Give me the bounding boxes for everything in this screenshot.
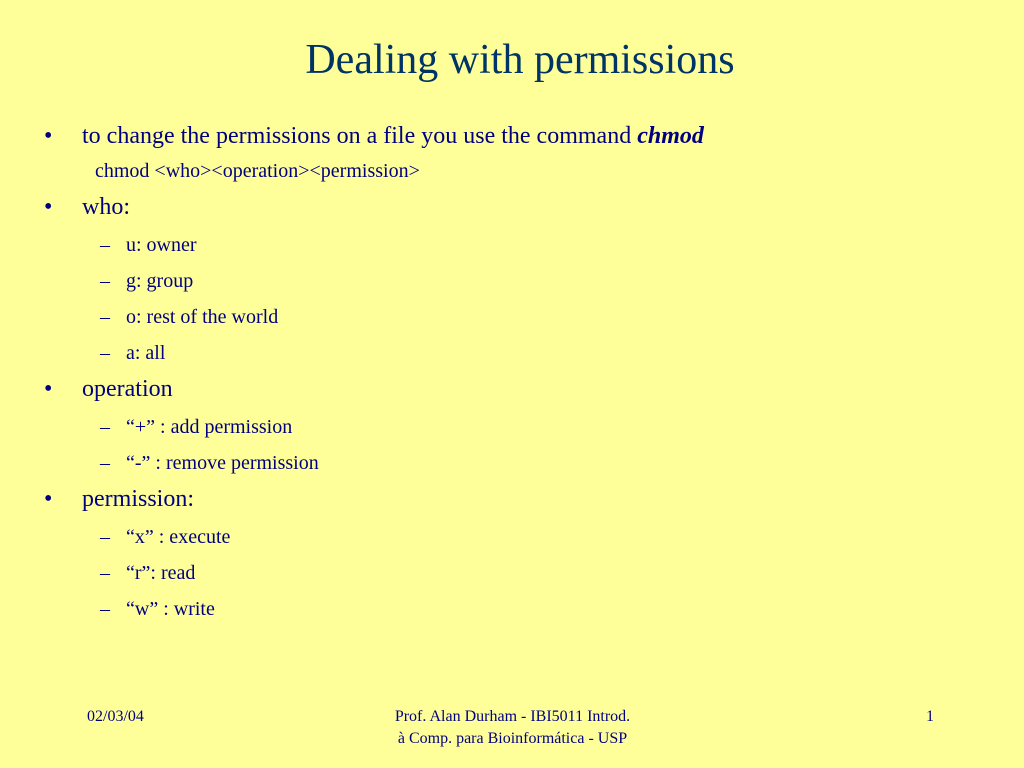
sub-item-text: “-” : remove permission <box>126 452 319 474</box>
bullet-icon: • <box>44 486 53 512</box>
sub-item-text: o: rest of the world <box>126 306 279 328</box>
sub-item <box>44 595 984 623</box>
footer-author-line1: Prof. Alan Durham - IBI5011 Introd. <box>394 708 631 725</box>
footer-author <box>340 706 685 750</box>
dash-icon: – <box>100 342 110 364</box>
dash-icon: – <box>100 598 110 620</box>
section-heading: operation <box>82 376 173 402</box>
sub-item <box>44 267 984 295</box>
sub-item-text: u: owner <box>126 234 197 256</box>
dash-icon: – <box>100 526 110 548</box>
sub-item <box>44 413 984 441</box>
sub-item <box>44 231 984 259</box>
sub-item-text: a: all <box>126 342 166 364</box>
sub-item-text: “r”: read <box>126 562 196 584</box>
sub-item-text: “x” : execute <box>126 526 231 548</box>
footer-date: 02/03/04 <box>87 708 144 725</box>
bullet-permission <box>44 483 984 515</box>
sub-item-text: “w” : write <box>126 598 215 620</box>
sub-item <box>44 339 984 367</box>
sub-item <box>44 303 984 331</box>
command-name: chmod <box>637 123 704 149</box>
dash-icon: – <box>100 234 110 256</box>
sub-item <box>44 523 984 551</box>
dash-icon: – <box>100 416 110 438</box>
bullet-icon: • <box>44 123 53 149</box>
bullet-icon: • <box>44 194 53 220</box>
bullet-icon: • <box>44 376 53 402</box>
bullet-who <box>44 191 984 223</box>
dash-icon: – <box>100 306 110 328</box>
dash-icon: – <box>100 452 110 474</box>
section-heading: who: <box>82 194 130 220</box>
section-heading: permission: <box>82 486 194 512</box>
intro-text: to change the permissions on a file you use the command <box>82 123 638 149</box>
dash-icon: – <box>100 270 110 292</box>
footer-page-number: 1 <box>926 708 934 725</box>
sub-item-text: “+” : add permission <box>126 416 293 438</box>
sub-item <box>44 559 984 587</box>
footer-author-line2: à Comp. para Bioinformática - USP <box>397 730 628 747</box>
dash-icon: – <box>100 562 110 584</box>
bullet-intro <box>44 120 984 152</box>
slide-content <box>44 114 984 623</box>
bullet-operation <box>44 373 984 405</box>
slide-title: Dealing with permissions <box>305 37 735 83</box>
command-syntax: chmod <who><operation><permission> <box>95 160 420 182</box>
sub-item-text: g: group <box>126 270 194 292</box>
sub-item <box>44 449 984 477</box>
